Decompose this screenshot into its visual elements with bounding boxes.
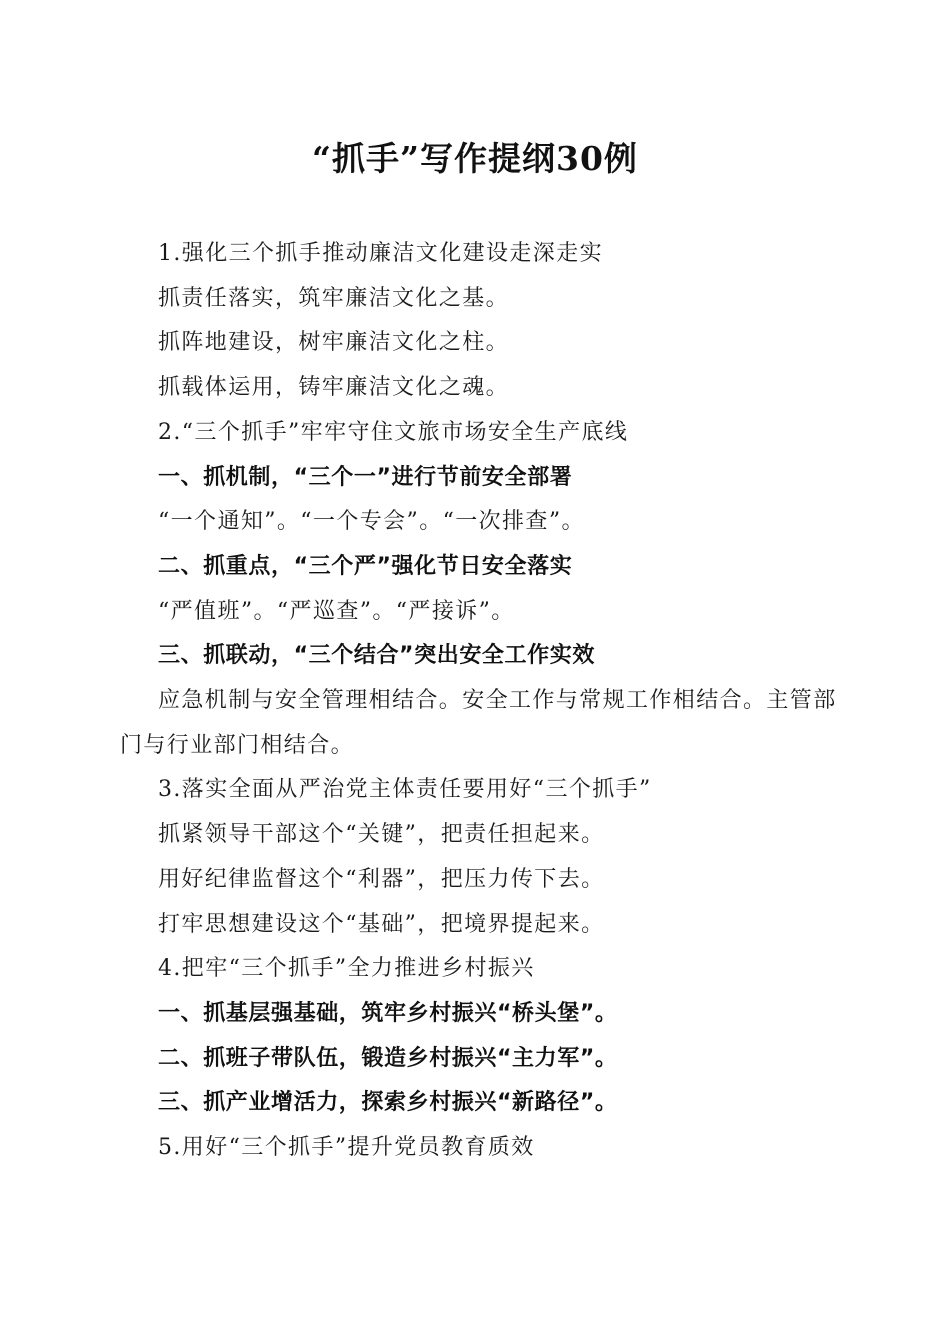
paragraph-line: 抓紧领导干部这个“关键”，把责任担起来。: [158, 822, 605, 848]
section-heading-1: 1.强化三个抓手推动廉洁文化建设走深走实: [158, 241, 603, 266]
document-body: [120, 232, 840, 1171]
bold-subheading: 二、抓班子带队伍，锻造乡村振兴“主力军”。: [158, 1045, 618, 1071]
bold-subheading: 一、抓机制，“三个一”进行节前安全部署: [158, 464, 573, 490]
paragraph-line: 抓责任落实，筑牢廉洁文化之基。: [158, 285, 510, 311]
wrapped-paragraph: 应急机制与安全管理相结合。安全工作与常规工作相结合。主管部门与行业部门相结合。: [120, 688, 837, 758]
section-heading-4: 4.把牢“三个抓手”全力推进乡村振兴: [158, 956, 535, 982]
section-heading-2: 2.“三个抓手”牢牢守住文旅市场安全生产底线: [158, 419, 629, 445]
paragraph-line: 抓阵地建设，树牢廉洁文化之柱。: [158, 330, 510, 356]
document-title: “抓手”写作提纲30例: [312, 139, 638, 178]
bold-subheading: 二、抓重点，“三个严”强化节日安全落实: [158, 553, 573, 579]
paragraph-line: 用好纪律监督这个“利器”，把压力传下去。: [158, 866, 605, 892]
bold-subheading: 三、抓产业增活力，探索乡村振兴“新路径”。: [158, 1090, 618, 1116]
paragraph-line: 抓载体运用，铸牢廉洁文化之魂。: [158, 375, 510, 401]
paragraph-line: “严值班”。“严巡查”。“严接诉”。: [158, 598, 515, 624]
section-heading-5: 5.用好“三个抓手”提升党员教育质效: [158, 1135, 535, 1161]
paragraph-line: “一个通知”。“一个专会”。“一次排查”。: [158, 509, 585, 535]
paragraph-line: 打牢思想建设这个“基础”，把境界提起来。: [158, 911, 605, 937]
section-heading-3: 3.落实全面从严治党主体责任要用好“三个抓手”: [158, 777, 652, 803]
bold-subheading: 三、抓联动，“三个结合”突出安全工作实效: [158, 643, 595, 669]
bold-subheading: 一、抓基层强基础，筑牢乡村振兴“桥头堡”。: [158, 1000, 618, 1026]
